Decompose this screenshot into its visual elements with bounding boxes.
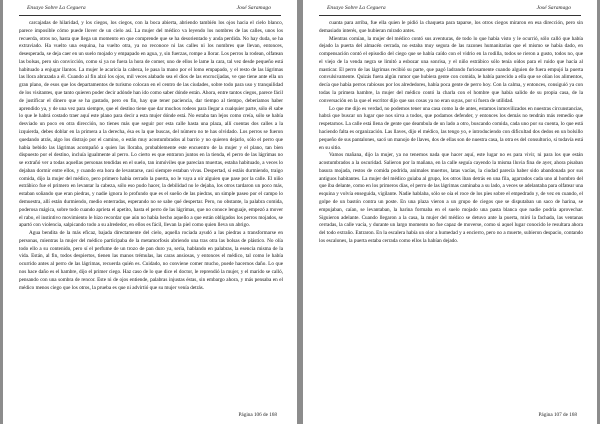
header-author: José Saramago — [536, 5, 571, 11]
left-page — [3, 0, 297, 424]
page-number: Página 107 de 168 — [538, 412, 577, 418]
paragraph: cuanta para arriba, fue ella quien le pidió la chaqueta para taparse, los otros ciegos miraron en esa dirección, pero sin demasiado interés, que hubieran mirado antes. — [319, 20, 583, 34]
page-body — [319, 20, 583, 402]
paragraph: Agua bendita de la más eficaz, bajada directamente del cielo, aquella rociada ayudó a las piedras a transformarse en personas, mientras la mujer del médico participaba de la metamorfosis abriendo una tras otra las bolsas de plástico. No olía todo ello a su contenido, pero sí el perfume de un trozo de pan duro ya, seria, hablando en palabras, la esencia misma de la vida. Están, al fin, todos despiertos, tienen las manos trémulas, las caras ansiosas, y entonces el médico, tal como le había ocurrido antes al perro de las lágrimas, recuerda quién es. Cuidado, no conviene comer mucho, puede hacernos daño. Lo que nos hace daño es el hambre, dijo el primer ciego. Haz caso de lo que dice el doctor, le reprendió la mujer, y el marido se calló, pensando con una sombra de rencor. Este ni de ojos entiende, palabras injustas éstas, sin embargo ahora, y más pensaba en el médico menos ciego que los otros, la prueba es que ni advirtió que su mujer venía detrás. — [19, 230, 283, 291]
page-body — [19, 20, 283, 402]
paragraph: Lo que me dijo es verdad, no podemos tener una casa como la de antes, estamos inmovilizados en nuestras circunstancias, habrá que buscar un lugar que nos sirva a todos, que podamos defender, y entonces los demás no tendrán más remedio que respetarnos. La calle está llena de gente que deambula de un lado a otro, buscando comida, cada uno por su cuenta, lo que está haciendo falta es organización. Las llaves, dijo el médico, las tengo yo, e introduciendo con dificultad dos dedos en un bolsillo pequeño de sus pantalones, sacó un manojo de llaves, dos de ellas son de nuestra casa, la otra es del consultorio, si todavía está en su sitio. — [319, 105, 583, 151]
paragraph: carcajadas de hilaridad, y los ciegos, los ciegos, con la boca abierta, abriendo también los ojos hacia el cielo blanco, parece imposible cómo puede llover de un cielo así. La mujer del médico va leyendo los nombres de las calles, unos los recuerda, otros no, hasta que llega un momento en que comprende que se ha desorientado y anda perdida. No hay duda, se ha extraviado. Ha vuelto una esquina, ha vuelto otra, ya no reconoce ni las calles ni los nombres que llevan, entonces, desesperada, se deja caer en un suelo mojado y empapado en agua, y, sin fuerzas, rompe a llorar. Los perros la rodean, olfatean las bolsas, pero sin convicción, como si ya no fuera la hora de comer, uno de ellos le lame la cara, tal vez desde pequeño está habituado a enjugar llantos. La mujer le acaricia la cabeza, le pasa la mano por el lomo empapado, y el resto de las lágrimas las llora abrazada a él. Cuando al fin alzó los ojos, mil veces alabado sea el dios de las encrucijadas, ve que tiene ante ella un gran plano, de esos que los departamentos de turismo colocan en el centro de las ciudades, sobre todo para uso y tranquilidad de los visitantes, que tanto quieren poder decir adónde han ido como saber dónde están. Ahora, entre tantos ciegos, parece fácil de justificar el dinero que se ha gastado, pero en fin, hay que tener paciencia, dar tiempo al tiempo, deberíamos haber aprendido ya, y de una vez para siempre, que el destino tiene que dar muchos rodeos para llegar a cualquier parte, sólo él sabe lo que le habrá costado traer aquí este plano para decir a esta mujer dónde está. No estaba tan lejos como creía, sólo se había desviado un poco en otra dirección, no tienes más que seguir por esta calle hasta una plaza, allí cuentas dos calles a la izquierda, debes doblar en la primera a la derecha, ésa es la que buscas, del número no te has olvidado. Los perros se fueron quedando atrás, algo los distrajo por el camino, o están muy acostumbrados al barrio y no quieren dejarlo, sólo el perro que había bebido las lágrimas acompañó a quien las lloraba, probablemente este encuentro de la mujer y el plano, tan bien dispuesto por el destino, incluía igualmente al perro. Lo cierto es que entraron juntos en la tienda, el perro de las lágrimas no se extrañó ver a todas aquellas personas tendidas en el suelo, tan inmóviles que parecían muertas, estaba habituado, a veces lo dejaban dormir entre ellos, y cuando era hora de levantarse, casi siempre estaban vivas. Despertad, si estáis durmiendo, traigo comida, dijo la mujer del médico, pero primero había cerrado la puerta, no le vaya a oír alguien que pase por la calle. El niño estrábico fue el primero en levantar la cabeza, sólo eso pudo hacer, la debilidad no le dejaba, los otros tardaron un poco más, estaban soñando que eran piedras, y nadie ignora lo profundo que es el sueño de las piedras, un simple paseo por el campo lo demuestra, allí están durmiendo, medio enterradas, esperando no se sabe qué despertar. Pero, no obstante, la palabra comida, poderosa mágica, sobre todo cuando aprieta el apetito, hasta el perro de las lágrimas, que no conoce lenguaje, empezó a mover el rabo, el instintivo movimiento le hizo recordar que aún no había hecho aquello a que están obligados los perros mojados, se apartó con violencia, salpicando todo a su alrededor, en ellos es fácil, llevan la piel como quien lleva un abrigo. — [19, 20, 283, 229]
page-header — [19, 3, 281, 15]
page-header — [319, 3, 581, 15]
page-number: Página 106 de 168 — [238, 412, 277, 418]
header-author: José Saramago — [236, 5, 271, 11]
header-title: Ensayo Sobre La Ceguera — [27, 5, 86, 11]
paragraph: Vamos mañana, dijo la mujer, ya no tenemos nada que hacer aquí, este lugar no es para vivir, ni para los que están acostumbrados a la oscuridad. Salieron por la mañana, en la calle seguía cayendo la misma lluvia fina de ayer, ahora pisaban basura mojada, restos de comida podrida, animales muertos, latas vacías, la ciudad parecía haber sido abandonada por sus antiguos habitantes. La mujer del médico guiaba al grupo, los otros iban detrás en una fila, agarrados cada uno al hombro del que iba delante, como en los primeros días, el perro de las lágrimas caminaba a su lado, a veces se adelantaba para olfatear una esquina y volvía enseguida, vigilante. Nadie hablaba, sólo se oía el roce de los pies sobre el empedrado y, de vez en cuando, el golpe de un bastón contra un poste. En una plaza vieron a un grupo de ciegos que se disputaban un saco de harina, se empujaban, caían, se levantaban, la harina formaba en el suelo mojado una pasta blanca que nadie podría aprovechar. Siguieron adelante. Cuando llegaron a la casa, la mujer del médico se detuvo ante la puerta, miró la fachada, las ventanas cerradas, la calle vacía, y durante un largo momento no fue capaz de moverse, como si aquel lugar conocido le resultara ahora del todo extraño. Entraron. En la escalera había un olor a humedad y a encierro, pero no a muerte, subieron despacio, contando los escalones, la puerta estaba cerrada como ellos la habían dejado. — [319, 152, 583, 244]
header-rule — [319, 15, 581, 16]
header-rule — [19, 15, 281, 16]
paragraph: Mientras comían, la mujer del médico contó sus aventuras, de todo lo que había visto y le ocurrió, sólo calló que había dejado la puerta del almacén cerrada, no estaba muy segura de las razones humanitarias que el mismo se había dado, en compensación contó el episodio del ciego que se había caído con el vidrio en la rodilla, todos se rieron a gusto, todos no, que el viejo de la venda negra se limitó a esbozar una sonrisa, y el niño estrábico sólo tenía oídos para el ruido que hacía al masticar. El perro de las lágrimas recibió su parte, que pagó ladrando furiosamente cuando alguien de fuera empujó la puerta convulsivamente. Quizás fuera algún rumor que hubiera gente con comida, le había parecido a ella que se olían los alimentos, decía que había perros rabiosos por los alrededores, había poca gente de perro hoy. Con la calma, y entonces, consiguió ya con todas la primera hambre, la mujer del médico contó la charla con el hombre que había salido de su propia casa, de la conversación en la que el escritor dijo que sus cosas ya no eran suyas, por si fuera de utilidad. — [319, 35, 583, 104]
right-page — [303, 0, 597, 424]
header-title: Ensayo Sobre La Ceguera — [327, 5, 386, 11]
